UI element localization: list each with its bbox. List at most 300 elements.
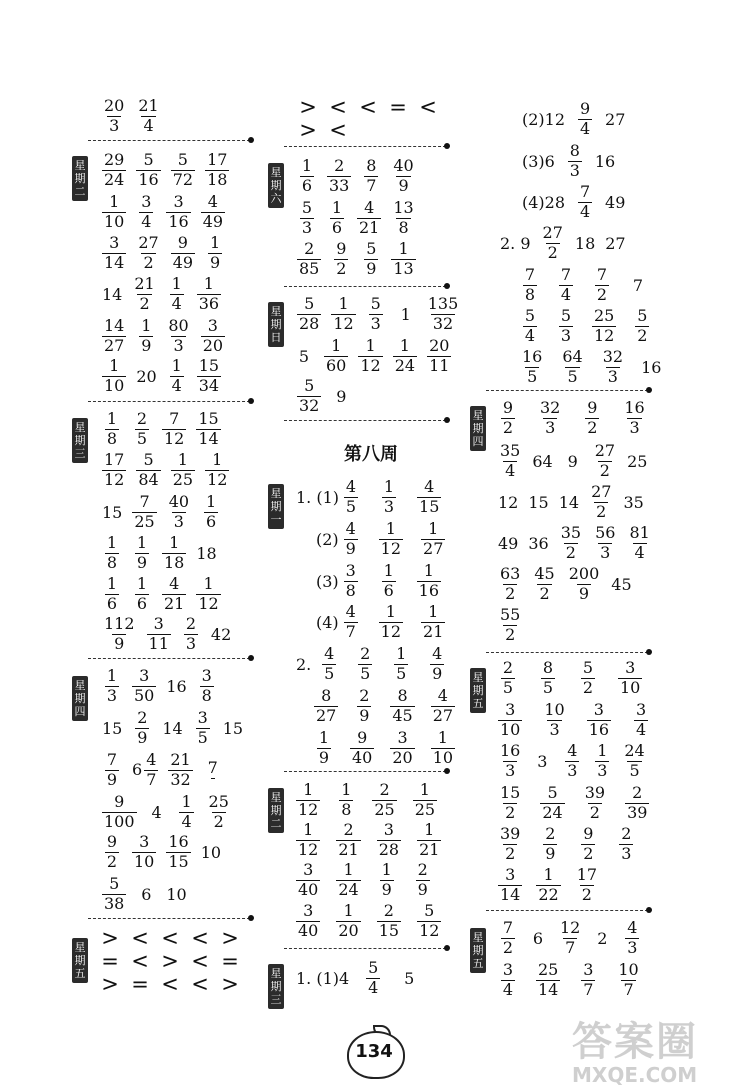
answer-value: 20 (136, 366, 157, 386)
fraction: $\frac{5}{24}$ (542, 783, 563, 822)
fraction: $\frac{3}{4}$ (502, 960, 514, 999)
fraction: $\frac{1}{22}$ (538, 865, 559, 904)
section-divider (486, 652, 648, 653)
fraction: $\frac{1}{16}$ (418, 561, 440, 600)
answer-value: 35 (623, 492, 644, 512)
fraction: $\frac{3}{16}$ (168, 192, 189, 231)
fraction: $\frac{2}{15}$ (378, 901, 400, 940)
answer-value: 16 (641, 357, 662, 377)
answer-row (102, 710, 253, 747)
answer-row (297, 200, 426, 237)
answer-row (102, 452, 239, 489)
fraction: $\frac{8}{7}$ (366, 156, 377, 195)
fraction: $\frac{4}{49}$ (202, 192, 224, 231)
answer-row (498, 702, 661, 739)
mixed-number: 6 $\frac{4}{7}$ (132, 750, 157, 789)
answer-value: 42 (210, 624, 232, 644)
answer-value: 5 (298, 346, 310, 366)
fraction: $\frac{16}{15}$ (168, 832, 189, 871)
fraction: $\frac{21}{32}$ (170, 750, 191, 789)
fraction: $\frac{1}{8}$ (106, 409, 118, 448)
comparison-row: > = < < > (101, 972, 239, 996)
answer-row (498, 826, 646, 863)
fraction: $\frac{2}{3}$ (185, 614, 196, 653)
answer-row (102, 535, 227, 572)
answer-value: 14 (162, 718, 183, 738)
answer-row (102, 152, 239, 189)
fraction: $\frac{39}{2}$ (584, 783, 606, 822)
fraction: $\frac{7}{9}$ (106, 750, 118, 789)
fraction: $\frac{1}{9}$ (381, 860, 392, 899)
fraction: $\frac{1}{12}$ (198, 574, 219, 613)
weekday-tag: 星 期 五 (470, 928, 486, 973)
section-divider (284, 420, 446, 421)
weekday-tag: 星 期 二 (72, 156, 88, 201)
section-divider (88, 658, 250, 659)
answer-row (498, 525, 662, 562)
answer-row (522, 184, 635, 221)
fraction: $\frac{27}{2}$ (542, 223, 563, 262)
fraction: $\frac{4}{21}$ (164, 574, 185, 613)
fraction: $\frac{40}{9}$ (393, 156, 414, 195)
fraction: $\frac{4}{7}$ (345, 602, 356, 641)
weekday-tag: 星 期 日 (268, 302, 284, 347)
answer-row (296, 960, 429, 997)
fraction: $\frac{20}{3}$ (104, 96, 125, 135)
answer-value: 14 (102, 284, 123, 304)
answer-row (297, 296, 470, 333)
fraction: $\frac{1}{4}$ (181, 792, 192, 831)
fraction: $\frac{10}{3}$ (544, 700, 565, 739)
fraction: $\frac{135}{32}$ (427, 294, 459, 333)
fraction: $\frac{5}{3}$ (560, 306, 572, 345)
fraction: $\frac{4}{21}$ (359, 198, 380, 237)
fraction: $\frac{2}{5}$ (502, 658, 514, 697)
fraction: $\frac{1}{12}$ (298, 780, 319, 819)
answer-row (498, 785, 659, 822)
answer-row (314, 688, 465, 725)
section-divider (284, 948, 446, 949)
fraction: $\frac{3}{11}$ (148, 614, 169, 653)
fraction: $\frac{2}{33}$ (329, 156, 350, 195)
answer-value: 6 (532, 928, 544, 948)
fraction: $\frac{2}{9}$ (359, 686, 370, 725)
fraction: $\frac{2}{85}$ (299, 239, 320, 278)
fraction: $\frac{1}{6}$ (136, 574, 148, 613)
fraction: $\frac{15}{2}$ (500, 783, 521, 822)
answer-row (498, 484, 654, 521)
answer-row (102, 494, 231, 531)
section-divider (88, 918, 250, 919)
fraction: $\frac{1}{12}$ (333, 294, 354, 333)
fraction: $\frac{21}{2}$ (134, 274, 155, 313)
answer-row (297, 378, 361, 415)
fraction: $\frac{5}{2}$ (637, 306, 648, 345)
answer-value: 14 (558, 492, 580, 512)
answer-row (498, 607, 532, 644)
fraction: $\frac{3}{20}$ (392, 728, 413, 767)
fraction: 7 (203, 760, 223, 780)
fraction: $\frac{5}{12}$ (419, 901, 440, 940)
answer-row (102, 318, 235, 355)
weekday-tag: 星 期 四 (470, 406, 486, 451)
fraction: $\frac{3}{4}$ (141, 192, 152, 231)
answer-value: 25 (627, 451, 648, 471)
section-divider (486, 910, 648, 911)
answer-row (102, 276, 231, 313)
answer-row (316, 604, 455, 641)
fraction: $\frac{9}{2}$ (583, 824, 594, 863)
fraction: $\frac{5}{3}$ (301, 198, 313, 237)
answer-value: 16 (166, 676, 187, 696)
fraction: $\frac{35}{2}$ (560, 523, 582, 562)
fraction: $\frac{27}{2}$ (138, 233, 159, 272)
fraction: $\frac{10}{7}$ (618, 960, 639, 999)
fraction: $\frac{1}{21}$ (423, 602, 444, 641)
fraction: $\frac{1}{9}$ (209, 233, 221, 272)
answer-value: 18 (196, 543, 217, 563)
answer-row (102, 794, 241, 831)
answer-value: 7 (632, 275, 644, 295)
answer-value: 16 (594, 151, 616, 171)
fraction: $\frac{3}{4}$ (635, 700, 647, 739)
answer-value: 1 (400, 304, 411, 324)
fraction: $\frac{1}{9}$ (141, 316, 152, 355)
fraction: $\frac{5}{84}$ (138, 450, 159, 489)
answer-row (102, 752, 233, 789)
answer-row (102, 235, 235, 272)
answer-row (102, 194, 235, 231)
fraction: $\frac{5}{4}$ (524, 306, 536, 345)
fraction: $\frac{1}{6}$ (331, 198, 343, 237)
fraction: $\frac{13}{8}$ (393, 198, 414, 237)
watermark-title: 答案圈 (572, 1019, 698, 1065)
answer-value: 9 (336, 386, 347, 406)
answer-row (522, 143, 625, 180)
section-divider (486, 390, 648, 391)
fraction: $\frac{7}{2}$ (502, 918, 514, 957)
fraction: $\frac{2}{3}$ (621, 824, 632, 863)
fraction: $\frac{3}{10}$ (620, 658, 641, 697)
weekday-tag: 星 期 五 (72, 938, 88, 983)
fraction: $\frac{9}{100}$ (104, 792, 135, 831)
fraction: $\frac{1}{12}$ (360, 336, 381, 375)
section-divider (284, 771, 446, 772)
fraction: $\frac{9}{2}$ (502, 398, 514, 437)
fraction: $\frac{5}{4}$ (368, 958, 379, 997)
fraction: $\frac{3}{20}$ (202, 316, 224, 355)
question-label: (4)28 (522, 192, 566, 212)
fraction: $\frac{1}{6}$ (383, 561, 394, 600)
fraction: $\frac{9}{49}$ (172, 233, 194, 272)
fraction: $\frac{16}{3}$ (500, 741, 521, 780)
question-label: (3)6 (522, 151, 555, 171)
week-title: 第八周 (344, 444, 398, 465)
answer-row (316, 521, 455, 558)
weekday-tag: 星 期 六 (268, 163, 284, 208)
fraction: $\frac{39}{2}$ (500, 824, 521, 863)
answer-row (296, 646, 457, 683)
weekday-tag: 星 期 一 (268, 484, 284, 529)
fraction: $\frac{1}{24}$ (338, 860, 359, 899)
fraction: $\frac{3}{40}$ (298, 901, 319, 940)
fraction: $\frac{1}{3}$ (597, 741, 608, 780)
fraction: $\frac{5}{3}$ (370, 294, 381, 333)
fraction: $\frac{3}{10}$ (134, 832, 155, 871)
answer-row (297, 241, 426, 278)
fraction: $\frac{3}{28}$ (378, 820, 400, 859)
answer-value: 9 (567, 451, 578, 471)
fraction: $\frac{5}{2}$ (582, 658, 594, 697)
fraction: $\frac{32}{3}$ (540, 398, 561, 437)
fraction: $\frac{9}{2}$ (587, 398, 598, 437)
fraction: $\frac{1}{20}$ (338, 901, 359, 940)
answer-row (296, 782, 447, 819)
weekday-tag: 星 期 三 (268, 964, 284, 1009)
fraction: $\frac{29}{24}$ (104, 150, 125, 189)
answer-row (294, 338, 461, 375)
fraction: $\frac{4}{9}$ (345, 519, 356, 558)
fraction: $\frac{1}{5}$ (396, 644, 407, 683)
question-label: 1. (1) (296, 487, 340, 507)
fraction: $\frac{2}{9}$ (137, 708, 148, 747)
question-label: 2. 9 (500, 233, 531, 253)
fraction: $\frac{12}{7}$ (560, 918, 581, 957)
answer-value: 36 (528, 533, 549, 553)
answer-row (296, 479, 451, 516)
answer-row (102, 834, 231, 871)
page-number-badge (345, 1025, 403, 1077)
answer-value: 12 (498, 492, 519, 512)
fraction: $\frac{3}{16}$ (588, 700, 610, 739)
fraction: $\frac{1}{6}$ (106, 574, 118, 613)
answer-value: 15 (102, 502, 123, 522)
fraction: $\frac{3}{8}$ (201, 666, 212, 705)
answer-value: 15 (102, 718, 123, 738)
answer-row (522, 101, 635, 138)
answer-value: 4 (151, 802, 162, 822)
fraction: $\frac{4}{27}$ (432, 686, 454, 725)
fraction: $\frac{3}{8}$ (345, 561, 356, 600)
fraction: $\frac{14}{27}$ (104, 316, 125, 355)
fraction: $\frac{16}{3}$ (624, 398, 645, 437)
watermark (572, 1010, 747, 1087)
fraction: $\frac{3}{14}$ (104, 233, 125, 272)
fraction: $\frac{1}{27}$ (423, 519, 444, 558)
fraction: $\frac{1}{10}$ (432, 728, 454, 767)
answer-value: 15 (528, 492, 549, 512)
answer-value: 10 (200, 842, 222, 862)
answer-row (498, 867, 609, 904)
answer-row (296, 903, 451, 940)
fraction: $\frac{5}{28}$ (299, 294, 320, 333)
answer-row (498, 962, 651, 999)
answer-row (102, 616, 241, 653)
fraction: $\frac{25}{14}$ (538, 960, 559, 999)
fraction: $\frac{55}{2}$ (500, 605, 521, 644)
fraction: $\frac{3}{14}$ (500, 865, 521, 904)
comparison-row: > < (299, 118, 347, 142)
answer-row (296, 862, 443, 899)
fraction: $\frac{4}{5}$ (345, 477, 357, 516)
answer-row (520, 267, 658, 304)
page-number: 134 (355, 1041, 393, 1062)
answer-value: 64 (532, 451, 553, 471)
answer-value: 27 (605, 233, 626, 253)
answer-row (498, 443, 657, 480)
answer-row (498, 920, 652, 957)
fraction: $\frac{8}{5}$ (542, 658, 554, 697)
fraction: $\frac{9}{40}$ (352, 728, 373, 767)
answer-row (102, 876, 197, 913)
answer-value: 49 (605, 192, 626, 212)
fraction: $\frac{16}{5}$ (522, 347, 543, 386)
fraction: $\frac{2}{39}$ (627, 783, 648, 822)
fraction: $\frac{15}{14}$ (198, 409, 219, 448)
fraction: $\frac{32}{3}$ (602, 347, 624, 386)
answer-row (296, 822, 451, 859)
answer-row (498, 743, 657, 780)
answer-value: 3 (537, 751, 548, 771)
answer-row (500, 225, 636, 262)
fraction: $\frac{9}{2}$ (106, 832, 118, 871)
fraction: $\frac{8}{27}$ (316, 686, 337, 725)
fraction: $\frac{40}{3}$ (168, 492, 190, 531)
fraction: $\frac{5}{32}$ (299, 376, 320, 415)
answer-row (498, 660, 652, 697)
answer-row (102, 668, 227, 705)
fraction: $\frac{63}{2}$ (500, 564, 521, 603)
answer-row (297, 158, 426, 195)
answer-row (520, 349, 671, 386)
fraction: $\frac{1}{3}$ (383, 477, 395, 516)
fraction: $\frac{5}{38}$ (104, 874, 125, 913)
fraction: $\frac{1}{9}$ (136, 533, 148, 572)
weekday-tag: 星 期 四 (72, 676, 88, 721)
question-label: (2) (316, 529, 339, 549)
fraction: $\frac{5}{72}$ (172, 150, 194, 189)
answer-row (102, 576, 231, 613)
answer-value: 49 (498, 533, 519, 553)
section-divider (88, 401, 250, 402)
fraction: $\frac{7}{4}$ (560, 265, 572, 304)
fraction: $\frac{25}{12}$ (594, 306, 615, 345)
answer-row (520, 308, 662, 345)
fraction: $\frac{2}{21}$ (338, 820, 359, 859)
fraction: $\frac{7}{4}$ (579, 182, 591, 221)
answer-row (314, 730, 465, 767)
fraction: $\frac{2}{9}$ (417, 860, 428, 899)
fraction: $\frac{64}{5}$ (562, 347, 583, 386)
section-divider (88, 140, 250, 141)
fraction: $\frac{3}{5}$ (197, 708, 208, 747)
fraction: $\frac{4}{9}$ (432, 644, 443, 683)
fraction: $\frac{7}{8}$ (524, 265, 536, 304)
answer-row (102, 358, 231, 395)
fraction: $\frac{17}{18}$ (207, 150, 228, 189)
answer-row (316, 563, 451, 600)
question-label: 2. (296, 654, 312, 674)
fraction: $\frac{1}{6}$ (205, 492, 217, 531)
fraction: $\frac{9}{2}$ (336, 239, 347, 278)
fraction: $\frac{1}{60}$ (326, 336, 347, 375)
fraction: $\frac{4}{5}$ (324, 644, 335, 683)
section-divider (284, 286, 446, 287)
fraction: $\frac{80}{3}$ (168, 316, 189, 355)
question-label: (2)12 (522, 109, 566, 129)
fraction: $\frac{35}{4}$ (500, 441, 521, 480)
fraction: $\frac{1}{8}$ (341, 780, 352, 819)
fraction: $\frac{1}{10}$ (104, 192, 125, 231)
fraction: $\frac{27}{2}$ (591, 482, 612, 521)
fraction: $\frac{5}{9}$ (366, 239, 377, 278)
fraction: $\frac{20}{11}$ (429, 336, 450, 375)
fraction: $\frac{8}{3}$ (569, 141, 580, 180)
fraction: $\frac{3}{50}$ (134, 666, 155, 705)
fraction: $\frac{45}{2}$ (534, 564, 555, 603)
answer-value: 6 (141, 884, 152, 904)
fraction: $\frac{9}{4}$ (579, 99, 591, 138)
fraction: $\frac{1}{25}$ (172, 450, 194, 489)
fraction: $\frac{200}{9}$ (568, 564, 600, 603)
fraction: $\frac{1}{18}$ (164, 533, 185, 572)
answer-value: 2 (597, 928, 608, 948)
question-label: (3) (316, 571, 339, 591)
fraction: $\frac{25}{2}$ (208, 792, 229, 831)
fraction: $\frac{1}{8}$ (106, 533, 118, 572)
fraction: $\frac{3}{10}$ (500, 700, 521, 739)
fraction: $\frac{2}{9}$ (545, 824, 556, 863)
answer-value: 27 (605, 109, 626, 129)
fraction: $\frac{7}{25}$ (134, 492, 155, 531)
answer-row (498, 566, 642, 603)
fraction: $\frac{1}{6}$ (301, 156, 313, 195)
fraction: $\frac{1}{10}$ (104, 356, 125, 395)
fraction: $\frac{112}{9}$ (104, 614, 135, 653)
fraction: $\frac{17}{12}$ (104, 450, 125, 489)
fraction: $\frac{3}{40}$ (298, 860, 319, 899)
fraction: $\frac{1}{4}$ (171, 356, 182, 395)
fraction: $\frac{1}{25}$ (414, 780, 436, 819)
watermark-url: MXQE.COM (572, 1063, 698, 1087)
fraction: $\frac{3}{7}$ (583, 960, 594, 999)
fraction: $\frac{4}{15}$ (419, 477, 440, 516)
fraction: $\frac{56}{3}$ (595, 523, 616, 562)
fraction: $\frac{17}{2}$ (576, 865, 598, 904)
fraction: $\frac{1}{12}$ (298, 820, 319, 859)
comparison-row: > < < = < (299, 95, 437, 119)
fraction: $\frac{1}{24}$ (394, 336, 416, 375)
answer-value: 15 (222, 718, 244, 738)
fraction: $\frac{2}{5}$ (136, 409, 148, 448)
fraction: $\frac{8}{45}$ (392, 686, 413, 725)
fraction: $\frac{7}{2}$ (596, 265, 608, 304)
answer-row (102, 98, 171, 135)
weekday-tag: 星 期 二 (268, 788, 284, 833)
answer-row (102, 411, 231, 448)
fraction: $\frac{1}{4}$ (171, 274, 182, 313)
fraction: $\frac{1}{9}$ (318, 728, 330, 767)
weekday-tag: 星 期 三 (72, 418, 88, 463)
fraction: $\frac{1}{36}$ (198, 274, 220, 313)
answer-value: 18 (574, 233, 596, 253)
fraction: $\frac{15}{34}$ (198, 356, 220, 395)
fraction: $\frac{4}{3}$ (627, 918, 638, 957)
fraction: $\frac{24}{5}$ (624, 741, 645, 780)
fraction: $\frac{7}{12}$ (164, 409, 185, 448)
fraction: $\frac{1}{12}$ (380, 519, 402, 558)
section-divider (284, 146, 446, 147)
